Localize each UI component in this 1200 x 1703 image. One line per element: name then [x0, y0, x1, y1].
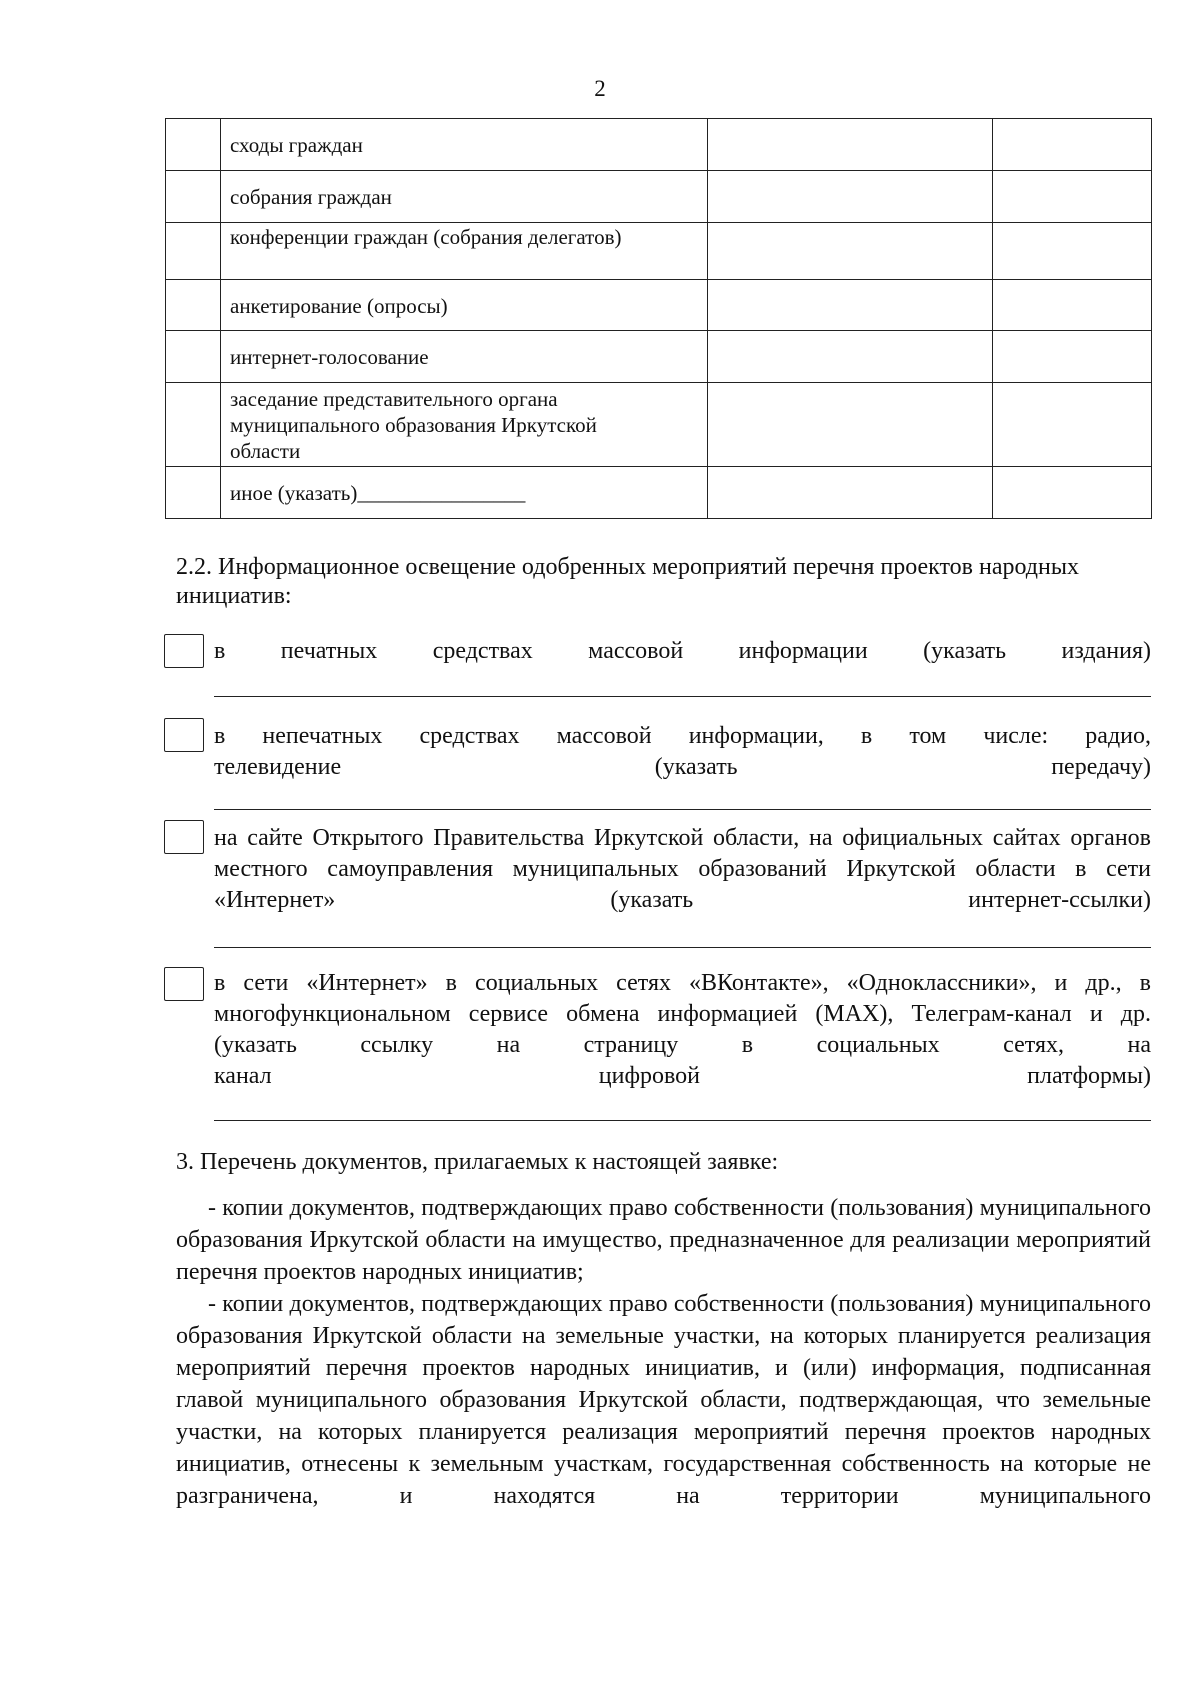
option-word: телевидение: [214, 754, 342, 780]
fill-in-line[interactable]: [214, 1120, 1151, 1121]
table-cell-label: заседание представительного органа муниципального образования Иркутской области: [221, 383, 708, 467]
option-nonprint-media-line2: [214, 752, 1151, 783]
list-item: - копии документов, подтверждающих право собственности (пользования) муниципального образования Иркутской области на земельные участки, на которых планируется реализация мероприятий перечня проектов народных инициатив, и (или) информация, подписанная главой муниципального образования Иркутской области, подтверждающая, что земельные участки, на которых планируется реализация мероприятий перечня проектов народных инициатив, отнесены к земельным участкам, государственная собственность на которые не разграничена, и находятся на территории муниципального: [176, 1291, 1151, 1509]
option-word: платформы): [1027, 1063, 1151, 1089]
checkbox-nonprint-media[interactable]: [164, 718, 204, 752]
table-row: [166, 223, 1152, 280]
table-cell-label: собрания граждан: [221, 171, 708, 223]
checkbox-social-networks[interactable]: [164, 967, 204, 1001]
table-row: [166, 383, 1152, 467]
option-social-networks-last-line: [214, 1061, 1151, 1092]
table-cell-label: конференции граждан (собрания делегатов): [221, 223, 708, 280]
option-word: цифровой: [598, 1063, 701, 1089]
table-row: [166, 119, 1152, 171]
option-social-networks: [214, 968, 1151, 1092]
participation-table: [165, 118, 1152, 519]
section-3-heading: 3. Перечень документов, прилагаемых к настоящей заявке:: [176, 1149, 779, 1175]
option-word: канал: [214, 1063, 272, 1089]
table-row: [166, 171, 1152, 223]
fill-in-line[interactable]: [214, 696, 1151, 697]
table-cell-label: иное (указать)________________: [221, 467, 708, 519]
page-number: 2: [594, 76, 606, 101]
fill-in-line[interactable]: [214, 947, 1151, 948]
option-word: (указать: [654, 754, 738, 780]
table-row: [166, 331, 1152, 383]
list-item: - копии документов, подтверждающих право собственности (пользования) муниципального образования Иркутской области на имущество, предназначенное для реализации мероприятий перечня проектов народных инициатив;: [176, 1195, 1151, 1285]
table-cell-label: интернет-голосование: [221, 331, 708, 383]
option-nonprint-media-line1: в непечатных средствах массовой информации, в том числе: радио,: [214, 723, 1151, 749]
table-cell-label: анкетирование (опросы): [221, 280, 708, 331]
section-2-2-heading: 2.2. Информационное освещение одобренных мероприятий перечня проектов народных инициатив:: [176, 554, 1079, 609]
table-cell-label: сходы граждан: [221, 119, 708, 171]
option-official-websites: на сайте Открытого Правительства Иркутской области, на официальных сайтах органов местного самоуправления муниципальных образований Иркутской области в сети «Интернет» (указать интернет-ссылки): [214, 825, 1151, 913]
table-row: [166, 280, 1152, 331]
fill-in-line[interactable]: [214, 809, 1151, 810]
section-3-list: [176, 1192, 1151, 1512]
option-print-media: в печатных средствах массовой информации (указать издания): [214, 638, 1151, 664]
checkbox-official-websites[interactable]: [164, 820, 204, 854]
option-word: передачу): [1051, 754, 1151, 780]
table-row: [166, 467, 1152, 519]
checkbox-print-media[interactable]: [164, 634, 204, 668]
option-social-networks-text: в сети «Интернет» в социальных сетях «ВКонтакте», «Одноклассники», и др., в многофункциональном сервисе обмена информацией (MAX), Телеграм-канал и др. (указать ссылку на страницу в социальных сетях, на: [214, 970, 1151, 1058]
